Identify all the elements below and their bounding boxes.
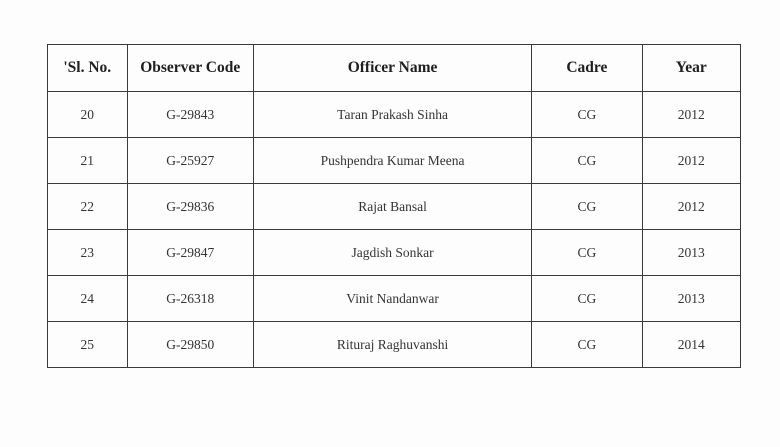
cell-officer-name: Rajat Bansal	[253, 184, 531, 230]
cell-year: 2013	[642, 230, 740, 276]
header-sl-no: 'Sl. No.	[48, 45, 128, 92]
observer-table-container	[47, 44, 741, 368]
cell-year: 2012	[642, 92, 740, 138]
cell-observer-code: G-29847	[127, 230, 253, 276]
table-header-row	[48, 45, 741, 92]
cell-sl-no: 24	[48, 276, 128, 322]
table-row	[48, 322, 741, 368]
cell-cadre: CG	[532, 92, 642, 138]
cell-officer-name: Rituraj Raghuvanshi	[253, 322, 531, 368]
header-observer-code: Observer Code	[127, 45, 253, 92]
cell-officer-name: Pushpendra Kumar Meena	[253, 138, 531, 184]
cell-cadre: CG	[532, 138, 642, 184]
cell-observer-code: G-29836	[127, 184, 253, 230]
table-row	[48, 230, 741, 276]
cell-observer-code: G-26318	[127, 276, 253, 322]
cell-sl-no: 25	[48, 322, 128, 368]
cell-year: 2013	[642, 276, 740, 322]
cell-observer-code: G-29850	[127, 322, 253, 368]
cell-officer-name: Jagdish Sonkar	[253, 230, 531, 276]
cell-sl-no: 23	[48, 230, 128, 276]
cell-cadre: CG	[532, 230, 642, 276]
cell-observer-code: G-25927	[127, 138, 253, 184]
header-cadre: Cadre	[532, 45, 642, 92]
table-row	[48, 276, 741, 322]
header-officer-name: Officer Name	[253, 45, 531, 92]
cell-year: 2014	[642, 322, 740, 368]
header-year: Year	[642, 45, 740, 92]
table-row	[48, 92, 741, 138]
cell-officer-name: Vinit Nandanwar	[253, 276, 531, 322]
cell-sl-no: 21	[48, 138, 128, 184]
cell-cadre: CG	[532, 276, 642, 322]
observer-table	[47, 44, 741, 368]
cell-sl-no: 22	[48, 184, 128, 230]
cell-year: 2012	[642, 184, 740, 230]
cell-year: 2012	[642, 138, 740, 184]
cell-sl-no: 20	[48, 92, 128, 138]
cell-cadre: CG	[532, 184, 642, 230]
cell-observer-code: G-29843	[127, 92, 253, 138]
table-row	[48, 184, 741, 230]
cell-officer-name: Taran Prakash Sinha	[253, 92, 531, 138]
table-row	[48, 138, 741, 184]
cell-cadre: CG	[532, 322, 642, 368]
